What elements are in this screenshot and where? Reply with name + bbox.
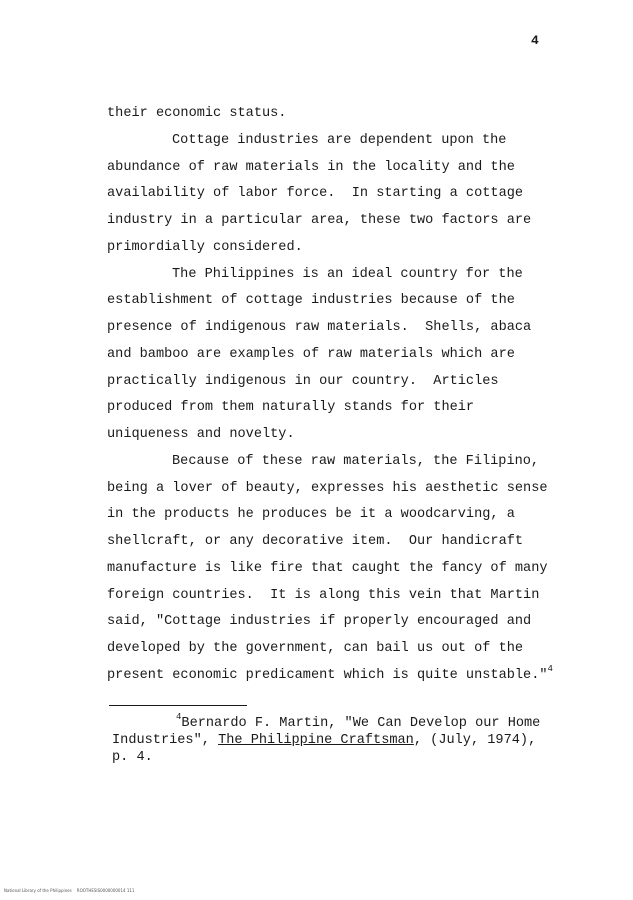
archive-watermark: National Library of the Philippines ROOTHESIS0000000014 111 <box>4 888 135 893</box>
paragraph-first-line: Because of these raw materials, the Filipino, <box>172 453 540 469</box>
text-line: industry in a particular area, these two factors are <box>107 213 532 228</box>
footnote-line2-post: , (July, 1974), <box>413 733 537 748</box>
footnote-citation: Bernardo F. Martin, "We Can Develop our Home <box>181 716 541 731</box>
text-line: and bamboo are examples of raw materials which are <box>107 346 515 362</box>
footnote-separator <box>109 705 247 706</box>
text-line: developed by the government, can bail us out of the <box>107 641 524 656</box>
paragraph-first-line: The Philippines is an ideal country for the <box>172 266 523 282</box>
paragraph-first-line: Cottage industries are dependent upon the <box>172 132 507 148</box>
text-line: produced from them naturally stands for their <box>107 400 475 416</box>
text-line: practically indigenous in our country. Articles <box>107 373 499 389</box>
page-number: 4 <box>531 33 539 48</box>
text-line: manufacture is like fire that caught the fancy of many <box>107 560 548 576</box>
text-line: foreign countries. It is along this vein that Martin <box>107 587 540 603</box>
text-line: their economic status. <box>107 106 287 121</box>
text-line: establishment of cottage industries because of the <box>107 293 515 309</box>
body-text <box>107 101 553 690</box>
text-line-with-footnote-ref <box>107 663 553 690</box>
text-line: presence of indigenous raw materials. Shells, abaca <box>107 320 532 335</box>
text-line: shellcraft, or any decorative item. Our handicraft <box>107 534 524 549</box>
footnote-reference: 4 <box>547 663 553 674</box>
text-line: uniqueness and novelty. <box>107 427 295 442</box>
footnote-marker: 4 <box>176 712 182 722</box>
text-line: abundance of raw materials in the locality and the <box>107 159 515 175</box>
text-line: said, "Cottage industries if properly encouraged and <box>107 614 532 630</box>
footnote-line-1 <box>112 712 542 732</box>
footnote-line-2 <box>112 732 542 749</box>
footnote-publication-title: The Philippine Craftsman <box>218 733 414 748</box>
text-line: in the products he produces be it a woodcarving, a <box>107 507 515 523</box>
text-line: being a lover of beauty, expresses his aesthetic sense <box>107 480 548 496</box>
footnote <box>112 712 542 766</box>
footnote-line-3: p. 4. <box>112 750 153 765</box>
footnote-line2-pre: Industries", <box>112 733 219 748</box>
quote-end-text: present economic predicament which is quite unstable." <box>107 667 548 683</box>
text-line: availability of labor force. In starting a cottage <box>107 186 524 202</box>
text-line: primordially considered. <box>107 239 303 255</box>
